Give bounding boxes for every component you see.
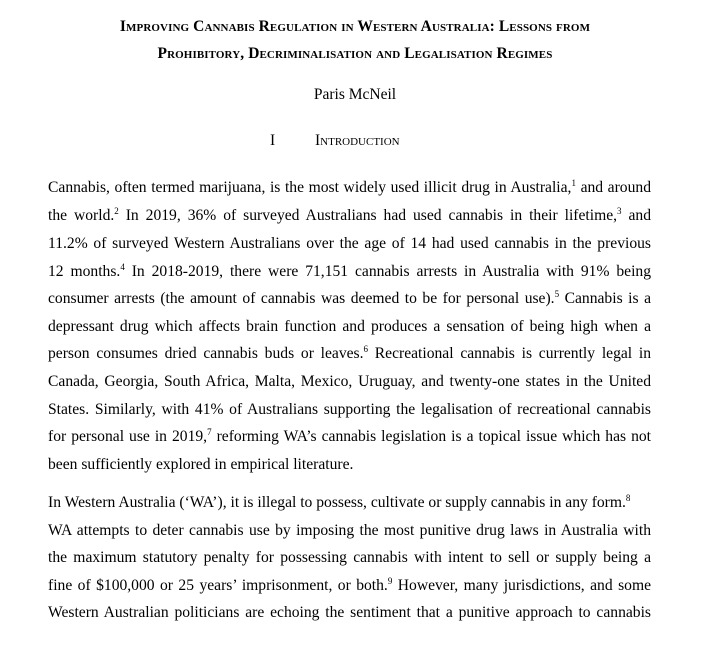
paper-title-line-2: Prohibitory, Decriminalisation and Legalisation Regimes: [157, 45, 553, 62]
paper-title-line-1: Improving Cannabis Regulation in Western Australia: Lessons from: [119, 18, 591, 35]
text-line: In Western Australia (‘WA’), it is illegal to possess, cultivate or supply cannabis in any form.$^8$: [48, 493, 631, 511]
section-number: I: [270, 132, 276, 149]
footnote-marker[interactable]: 2: [114, 206, 119, 216]
author-name: Paris McNeil: [313, 86, 397, 103]
footnote-marker[interactable]: 9: [387, 576, 393, 586]
footnote-marker[interactable]: 1: [571, 178, 576, 188]
text-line: depressant drug which affects brain function and produces a sensation of being high when a: [48, 318, 651, 335]
text-line: the world.$^2$ In 2019, 36% of surveyed Australians had used cannabis in their lifetime,$^3$ and: [48, 206, 651, 224]
text-line: consumer arrests (the amount of cannabis was deemed to be for personal use).$^5$ Cannabis is a: [48, 289, 651, 307]
text-line: 12 months.$^4$ In 2018-2019, there were 71,151 cannabis arrests in Australia with 91% being: [48, 262, 651, 280]
footnote-marker[interactable]: 8: [625, 493, 631, 503]
text-line: Cannabis, often termed marijuana, is the most widely used illicit drug in Australia,$^1$ and around: [48, 178, 651, 196]
footnote-marker[interactable]: 4: [120, 262, 125, 272]
footnote-marker[interactable]: 6: [363, 344, 369, 354]
footnote-marker[interactable]: 7: [207, 427, 212, 437]
text-line: Western Australian politicians are echoing the sentiment that a punitive approach to cannabis: [48, 604, 651, 621]
text-line: WA attempts to deter cannabis use by imposing the most punitive drug laws in Australia with: [48, 522, 651, 539]
text-line: the maximum statutory penalty for possessing cannabis with intent to sell or supply being a: [48, 549, 651, 566]
section-title: Introduction: [315, 132, 400, 149]
text-line: fine of $100,000 or 25 years’ imprisonment, or both.$^9$ However, many jurisdictions, and some: [48, 576, 651, 594]
text-line: been sufficiently explored in empirical literature.: [48, 456, 354, 473]
footnote-marker[interactable]: 3: [617, 206, 622, 216]
text-line: 11.2% of surveyed Western Australians over the age of 14 had used cannabis in the previous: [48, 235, 651, 252]
text-line: person consumes dried cannabis buds or leaves.$^6$ Recreational cannabis is currently legal in: [48, 344, 652, 362]
footnote-marker[interactable]: 5: [554, 289, 560, 299]
text-line: States. Similarly, with 41% of Australians supporting the legalisation of recreational cannabis: [48, 401, 651, 418]
text-line: Canada, Georgia, South Africa, Malta, Mexico, Uruguay, and twenty-one states in the United: [48, 373, 651, 390]
text-line: for personal use in 2019,$^7$ reforming WA’s cannabis legislation is a topical issue which has not: [48, 427, 651, 445]
